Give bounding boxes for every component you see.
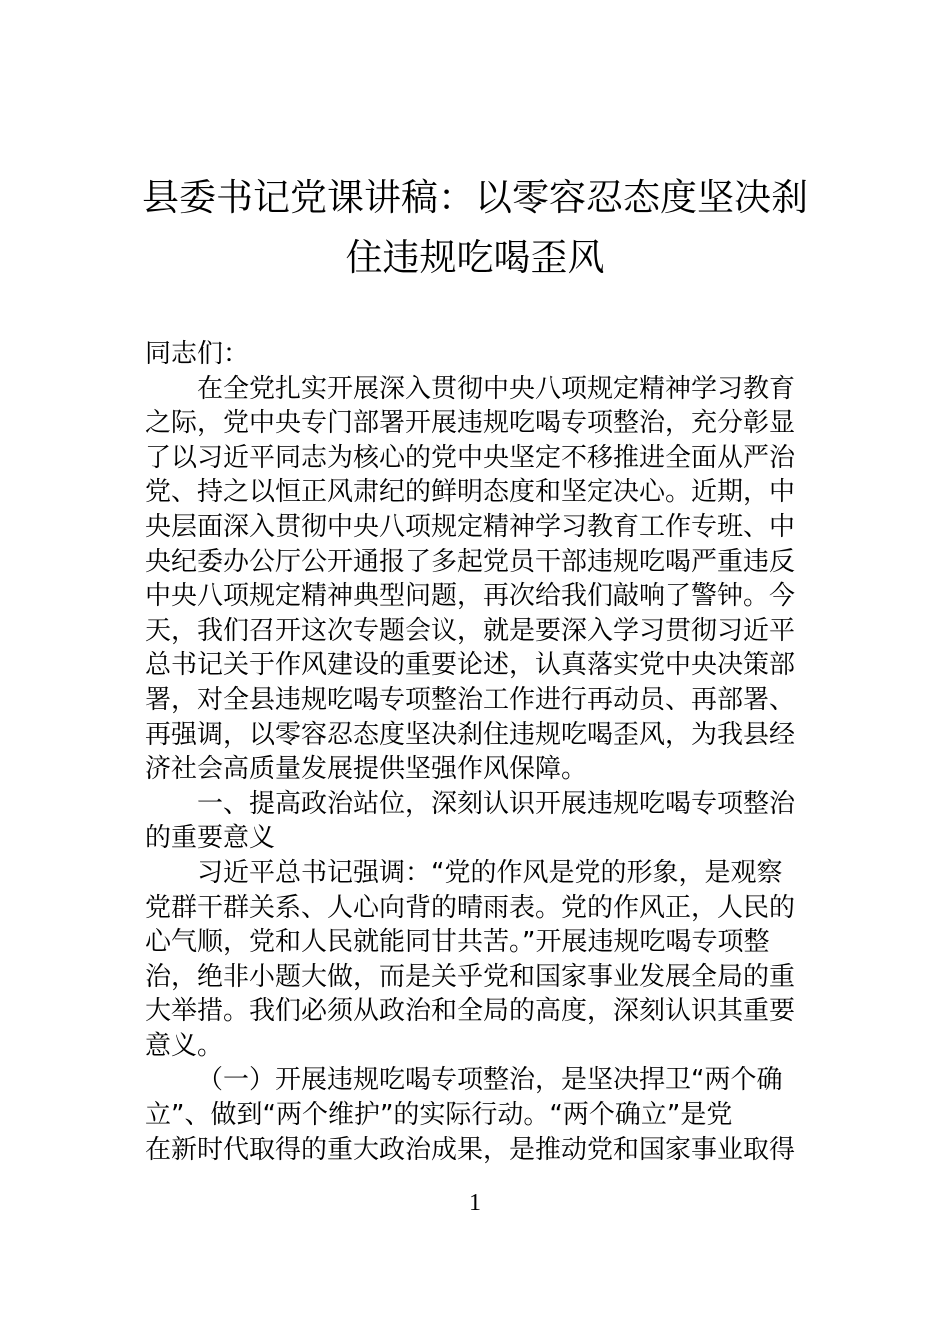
paragraph-line: 署，对全县违规吃喝专项整治工作进行再动员、再部署、 (145, 684, 796, 715)
subsection-line: （一）开展违规吃喝专项整治，是坚决捍卫“两个确 (197, 1065, 783, 1096)
paragraph-line: 习近平总书记强调：“党的作风是党的形象，是观察 (197, 857, 783, 888)
section-heading-line: 的重要意义 (145, 823, 276, 854)
document-title (130, 168, 820, 288)
page-number: 1 (469, 1190, 481, 1216)
paragraph-line: 总书记关于作风建设的重要论述，认真落实党中央决策部 (145, 650, 796, 681)
paragraph-line: 天，我们召开这次专题会议，就是要深入学习贯彻习近平 (145, 615, 796, 646)
paragraph-line: 再强调，以零容忍态度坚决刹住违规吃喝歪风，为我县经 (145, 719, 796, 750)
section-heading-line: 一、提高政治站位，深刻认识开展违规吃喝专项整治 (197, 788, 796, 819)
salutation: 同志们： (145, 339, 250, 369)
title-line-1: 县委书记党课讲稿：以零容忍态度坚决刹 (142, 176, 808, 219)
paragraph-line: 党群干群关系、人心向背的晴雨表。党的作风正，人民的 (145, 892, 796, 923)
paragraph-line: 央纪委办公厅公开通报了多起党员干部违规吃喝严重违反 (145, 546, 796, 577)
title-line-2: 住违规吃喝歪风 (345, 236, 605, 279)
paragraph-line: 大举措。我们必须从政治和全局的高度，深刻认识其重要 (145, 996, 796, 1027)
paragraph-line: 党、持之以恒正风肃纪的鲜明态度和坚定决心。近期，中 (145, 477, 796, 508)
paragraph-line: 在全党扎实开展深入贯彻中央八项规定精神学习教育 (197, 373, 796, 404)
paragraph-line: 心气顺，党和人民就能同甘共苦。”开展违规吃喝专项整 (145, 927, 770, 958)
paragraph-line: 意义。 (145, 1030, 224, 1061)
paragraph-line: 中央八项规定精神典型问题，再次给我们敲响了警钟。今 (145, 581, 796, 612)
paragraph-line: 济社会高质量发展提供坚强作风保障。 (145, 754, 588, 785)
paragraph-line: 了以习近平同志为核心的党中央坚定不移推进全面从严治 (145, 442, 796, 473)
paragraph-line: 治，绝非小题大做，而是关乎党和国家事业发展全局的重 (145, 961, 796, 992)
paragraph-line: 之际，党中央专门部署开展违规吃喝专项整治，充分彰显 (145, 408, 796, 439)
subsection-line: 立”、做到“两个维护”的实际行动。“两个确立”是党 (145, 1100, 733, 1131)
document-body (145, 337, 815, 1167)
paragraph-line: 央层面深入贯彻中央八项规定精神学习教育工作专班、中 (145, 511, 796, 542)
subsection-line: 在新时代取得的重大政治成果，是推动党和国家事业取得 (145, 1134, 796, 1165)
